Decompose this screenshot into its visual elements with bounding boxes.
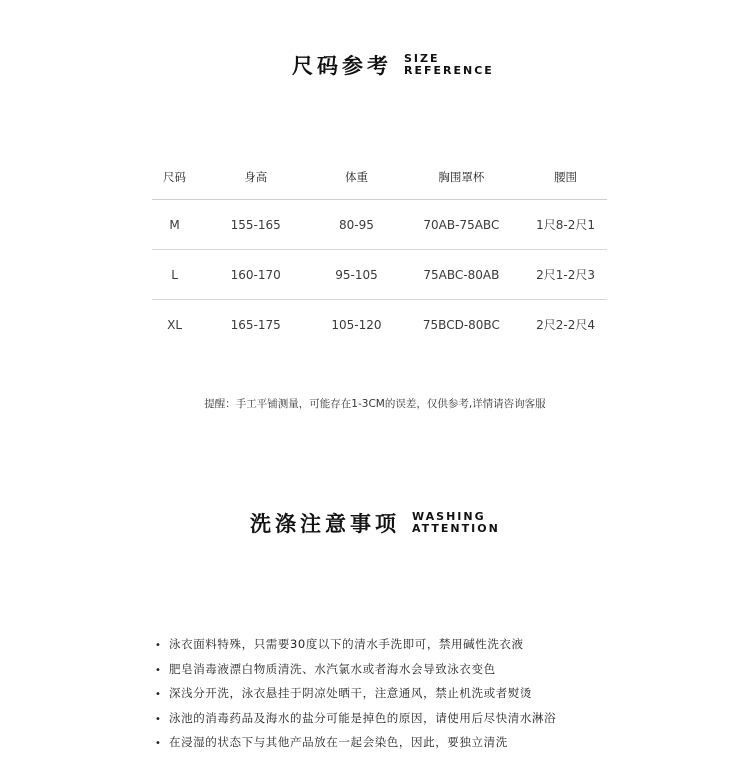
cell-height: 160-170 — [197, 250, 314, 300]
cell-bust-cup: 70AB-75ABC — [399, 200, 525, 250]
size-reference-subtitle-line1: SIZE — [404, 52, 440, 65]
bullet-icon: • — [155, 689, 162, 700]
list-item — [155, 681, 556, 706]
table-header-row — [152, 155, 607, 200]
size-reference-subtitle-line2: REFERENCE — [404, 64, 494, 77]
list-item — [155, 730, 556, 755]
washing-attention-title: 洗涤注意事项 — [250, 512, 400, 536]
list-item-text: 泳池的消毒药品及海水的盐分可能是掉色的原因，请使用后尽快清水淋浴 — [169, 710, 557, 725]
cell-bust-cup: 75BCD-80BC — [422, 317, 500, 332]
cell-waist: 2尺2-2尺4 — [536, 318, 595, 332]
list-item-text: 肥皂消毒液漂白物质清洗、水汽氯水或者海水会导致泳衣变色 — [169, 661, 496, 676]
list-item-text: 在浸湿的状态下与其他产品放在一起会染色，因此，要独立清洗 — [169, 735, 508, 749]
bullet-icon: • — [155, 664, 162, 676]
washing-attention-subtitle-line1: WASHING — [412, 510, 486, 523]
cell-waist: 1尺8-2尺1 — [524, 200, 607, 250]
washing-attention-subtitle-line2: ATTENTION — [412, 522, 500, 535]
list-item-text: 泳衣面料特殊，只需要30度以下的清水手洗即可，禁用碱性洗衣液 — [169, 637, 524, 651]
washing-attention-heading — [250, 508, 500, 538]
table-row — [152, 200, 607, 250]
cell-weight: 105-120 — [331, 317, 382, 332]
cell-weight: 95-105 — [314, 250, 398, 300]
cell-weight: 80-95 — [314, 200, 398, 250]
size-table — [152, 155, 607, 349]
bullet-icon: • — [155, 640, 162, 651]
header-bust-cup: 胸围罩杯 — [399, 155, 525, 200]
cell-height: 165-175 — [230, 317, 281, 332]
list-item-text: 深浅分开洗，泳衣悬挂于阴凉处晒干，注意通风，禁止机洗或者熨烫 — [169, 686, 532, 700]
header-waist: 腰围 — [524, 155, 607, 200]
bullet-icon: • — [155, 738, 162, 749]
header-weight: 体重 — [314, 155, 398, 200]
cell-size: M — [152, 200, 197, 250]
washing-attention-subtitle — [412, 511, 500, 535]
size-reference-title: 尺码参考 — [292, 54, 392, 78]
list-item — [155, 657, 556, 682]
list-item — [155, 632, 556, 657]
table-row — [152, 300, 607, 350]
cell-height: 155-165 — [197, 200, 314, 250]
cell-size: XL — [167, 317, 182, 332]
bullet-icon: • — [155, 713, 162, 725]
measurement-note: 提醒：手工平铺测量，可能存在1-3CM的误差，仅供参考,详情请咨询客服 — [204, 398, 546, 410]
washing-instructions-list — [155, 632, 556, 755]
header-size: 尺码 — [152, 155, 197, 200]
cell-size: L — [152, 250, 197, 300]
size-reference-subtitle — [404, 53, 494, 77]
size-reference-heading — [292, 50, 494, 80]
cell-bust-cup: 75ABC-80AB — [399, 250, 525, 300]
header-height: 身高 — [197, 155, 314, 200]
table-row — [152, 250, 607, 300]
list-item — [155, 706, 556, 731]
cell-waist: 2尺1-2尺3 — [524, 250, 607, 300]
